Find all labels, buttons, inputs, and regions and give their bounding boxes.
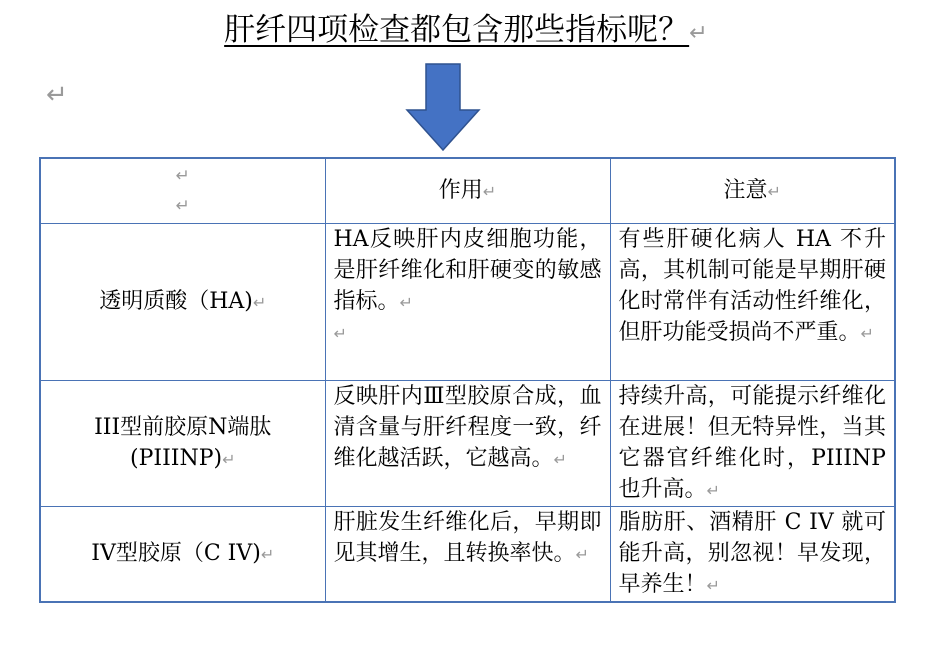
header-note: 注意↵: [610, 158, 895, 223]
paragraph-mark-icon: ↵: [222, 449, 236, 469]
row-effect: HA反映肝内皮细胞功能，是肝纤维化和肝硬变的敏感指标。↵ ↵: [325, 223, 610, 380]
paragraph-mark-icon: ↵: [482, 181, 497, 201]
table-header-row: [40, 158, 895, 223]
row-name: IV型胶原（C IV)↵: [40, 506, 325, 602]
paragraph-mark-icon: ↵: [767, 181, 781, 201]
row-name: III型前胶原N端肽(PIIINP)↵: [40, 380, 325, 506]
paragraph-mark-icon: ↵: [260, 544, 275, 564]
down-arrow-icon: [404, 62, 482, 152]
table-row: [40, 506, 895, 602]
paragraph-mark-icon: ↵: [575, 544, 589, 564]
header-empty-cell: [40, 158, 325, 223]
document-title: [0, 8, 932, 55]
table-row: [40, 223, 895, 380]
table-row: [40, 380, 895, 506]
header-effect: 作用↵: [325, 158, 610, 223]
row-note: 有些肝硬化病人 HA 不升高，其机制可能是早期肝硬化时常伴有活动性纤维化，但肝功能受损尚不严重。↵: [610, 223, 895, 380]
row-effect: 肝脏发生纤维化后，早期即见其增生，且转换率快。↵: [325, 506, 610, 602]
paragraph-mark-icon: ↵: [706, 480, 720, 500]
paragraph-mark-icon: ↵: [333, 323, 347, 343]
paragraph-mark-icon: ↵: [46, 80, 68, 110]
row-name: 透明质酸（HA)↵: [40, 223, 325, 380]
paragraph-mark-icon: ↵: [706, 575, 720, 595]
row-effect: 反映肝内Ⅲ型胶原合成，血清含量与肝纤程度一致，纤维化越活跃，它越高。↵: [325, 380, 610, 506]
paragraph-mark-icon: ↵: [553, 449, 567, 469]
paragraph-mark-icon: ↵: [252, 292, 267, 312]
paragraph-mark-icon: ↵: [689, 20, 708, 46]
paragraph-mark-icon: ↵: [399, 292, 413, 312]
row-note: 持续升高，可能提示纤维化在进展！但无特异性，当其它器官纤维化时，PIIINP也升高。↵: [610, 380, 895, 506]
indicator-table: [39, 157, 896, 603]
paragraph-mark-icon: ↵: [175, 195, 190, 216]
title-text: 肝纤四项检查都包含那些指标呢？: [224, 12, 690, 48]
row-note: 脂肪肝、酒精肝 C IV 就可能升高，别忽视！早发现，早养生！↵: [610, 506, 895, 602]
paragraph-mark-icon: ↵: [860, 323, 874, 343]
paragraph-mark-icon: ↵: [175, 165, 190, 186]
